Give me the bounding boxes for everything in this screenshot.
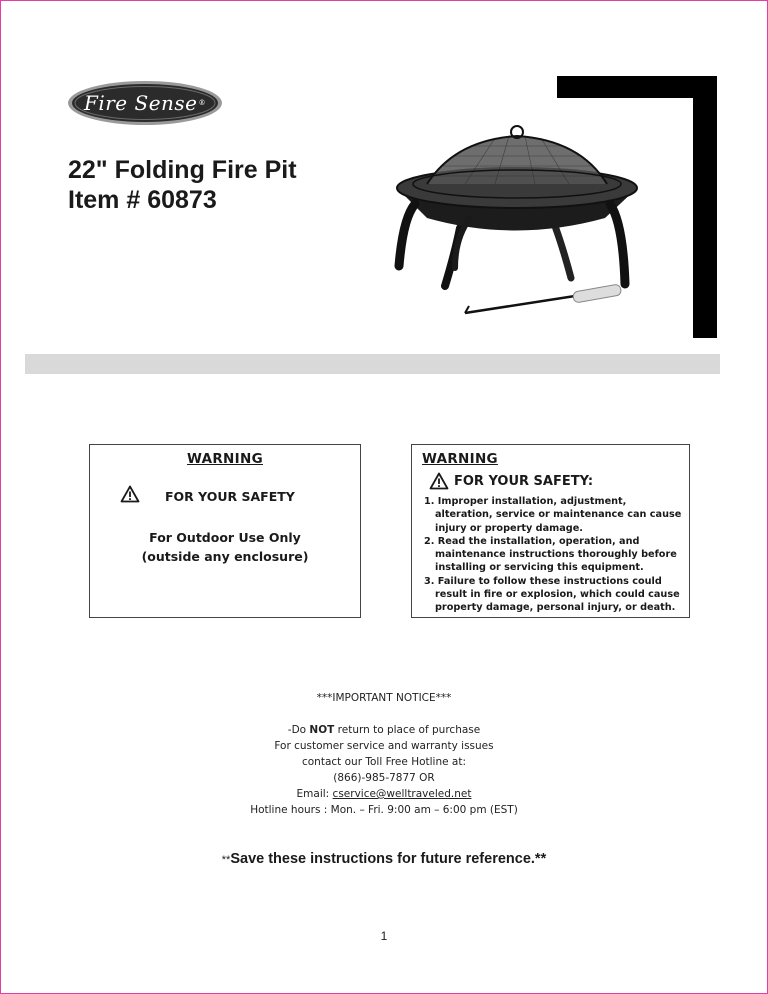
- important-notice: [180, 690, 588, 818]
- section-divider-bar: [25, 354, 720, 374]
- fire-pit-product-image: [385, 118, 645, 328]
- warning-list: [421, 495, 683, 615]
- notice-hours: Hotline hours : Mon. – Fri. 9:00 am – 6:00 pm (EST): [250, 804, 518, 816]
- brand-logo: [67, 80, 223, 126]
- save-instructions: [0, 851, 768, 867]
- corner-bracket-side: [693, 76, 717, 338]
- email-link[interactable]: cservice@welltraveled.net: [332, 788, 472, 800]
- warning-heading: WARNING: [422, 451, 498, 467]
- outdoor-line-2: (outside any enclosure): [141, 549, 309, 564]
- notice-not-word: NOT: [309, 724, 335, 736]
- notice-email-line: [180, 786, 588, 802]
- title-item-number: Item # 60873: [68, 186, 217, 214]
- logo-wordmark: [67, 80, 223, 126]
- notice-hotline-line: contact our Toll Free Hotline at:: [301, 756, 467, 768]
- page-title: [68, 155, 297, 215]
- safety-label: FOR YOUR SAFETY: [165, 489, 295, 504]
- notice-do-suffix: return to place of purchase: [334, 724, 481, 736]
- warning-triangle-icon: [120, 485, 140, 503]
- save-prefix: **: [221, 854, 231, 866]
- title-product: 22" Folding Fire Pit: [68, 156, 297, 184]
- save-text: Save these instructions for future reference.**: [230, 851, 547, 867]
- notice-return-line: [180, 722, 588, 738]
- warning-heading: WARNING: [187, 451, 263, 467]
- logo-brand: Fire Sense: [83, 91, 198, 115]
- warning-item: 2. Read the installation, operation, and maintenance instructions thoroughly before installing or servicing this equipment.: [424, 535, 677, 574]
- notice-heading: ***IMPORTANT NOTICE***: [316, 692, 452, 704]
- notice-do-prefix: -Do: [287, 724, 310, 736]
- warning-box-safety: [411, 444, 690, 618]
- warning-item: 1. Improper installation, adjustment, alteration, service or maintenance can cause injury or property damage.: [424, 496, 682, 534]
- notice-phone: (866)-985-7877 OR: [333, 772, 435, 784]
- notice-service-line: For customer service and warranty issues: [274, 740, 494, 752]
- email-label: Email:: [296, 788, 333, 800]
- registered-mark: ®: [198, 99, 207, 107]
- warning-triangle-icon: [429, 472, 449, 490]
- warning-box-outdoor: [89, 444, 361, 618]
- warning-item: 3. Failure to follow these instructions could result in fire or explosion, which could cause property damage, personal injury, or death.: [424, 575, 680, 614]
- page-number: 1: [380, 929, 388, 943]
- outdoor-line-1: For Outdoor Use Only: [149, 530, 301, 545]
- safety-label: FOR YOUR SAFETY:: [454, 474, 594, 489]
- outdoor-use-notice: [90, 528, 360, 566]
